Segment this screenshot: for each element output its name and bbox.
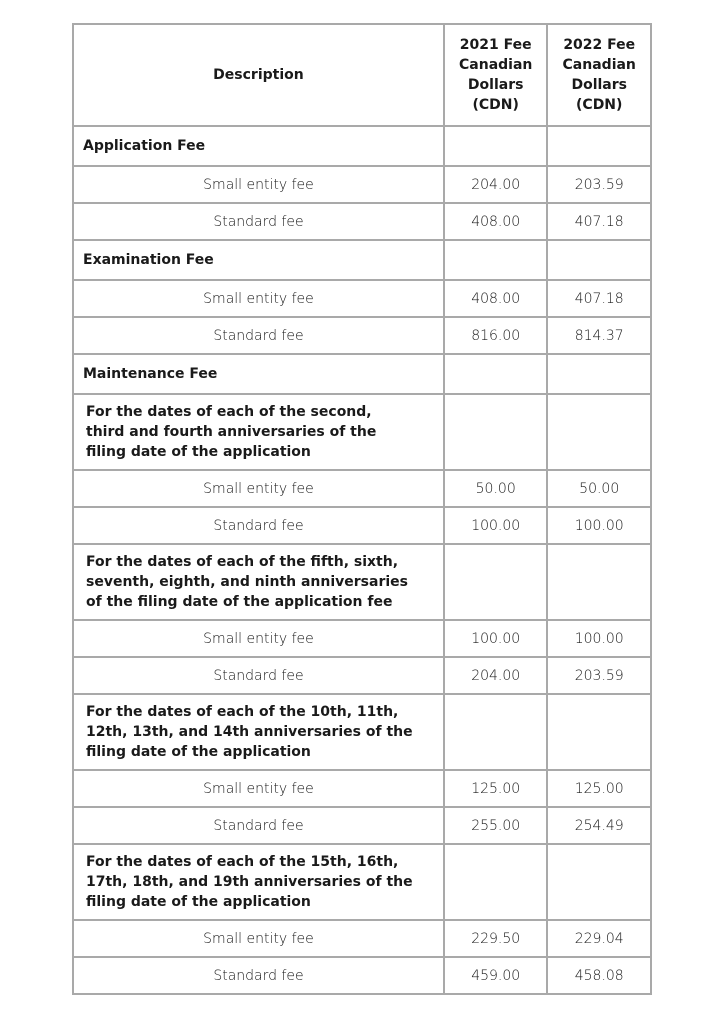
empty-cell	[444, 240, 548, 280]
application-fee-section-row	[73, 126, 651, 166]
fee-2021-value: 408.00	[444, 280, 548, 317]
maintenance-fee-section-title: Maintenance Fee	[73, 354, 444, 394]
header-2021-line: (CDN)	[472, 97, 519, 113]
fee-row	[73, 957, 651, 994]
fee-label: Standard fee	[73, 657, 444, 694]
header-description: Description	[73, 24, 444, 126]
empty-cell	[547, 240, 651, 280]
anniversary-description-line: filing date of the application	[86, 894, 311, 910]
anniversary-description-line: filing date of the application	[86, 744, 311, 760]
anniversary-description-line: For the dates of each of the second,	[86, 404, 372, 420]
header-2021-fee	[444, 24, 548, 126]
fee-row	[73, 166, 651, 203]
empty-cell	[444, 694, 548, 770]
empty-cell	[444, 354, 548, 394]
anniversary-description-line: For the dates of each of the 15th, 16th,	[86, 854, 399, 870]
maintenance-fee-section-row	[73, 354, 651, 394]
header-2021-line: 2021 Fee	[459, 37, 532, 53]
header-2022-line: Canadian	[562, 57, 636, 73]
anniversary-description	[73, 544, 444, 620]
fee-2022-value: 125.00	[547, 770, 651, 807]
anniversary-group-row	[73, 394, 651, 470]
fee-2021-value: 125.00	[444, 770, 548, 807]
fee-row	[73, 620, 651, 657]
fee-label: Small entity fee	[73, 470, 444, 507]
fee-2022-value: 814.37	[547, 317, 651, 354]
empty-cell	[547, 394, 651, 470]
empty-cell	[547, 544, 651, 620]
fee-2021-value: 459.00	[444, 957, 548, 994]
fee-row	[73, 203, 651, 240]
fee-label: Small entity fee	[73, 770, 444, 807]
anniversary-description-line: of the filing date of the application fee	[86, 594, 393, 610]
header-2022-line: Dollars	[571, 77, 627, 93]
fee-2022-value: 203.59	[547, 166, 651, 203]
fee-label: Standard fee	[73, 203, 444, 240]
empty-cell	[547, 844, 651, 920]
fee-table-body	[73, 24, 651, 994]
fee-row	[73, 470, 651, 507]
fee-2022-value: 407.18	[547, 203, 651, 240]
fee-row	[73, 770, 651, 807]
fee-row	[73, 317, 651, 354]
fee-label: Small entity fee	[73, 166, 444, 203]
empty-cell	[547, 354, 651, 394]
anniversary-description-line: filing date of the application	[86, 444, 311, 460]
application-fee-section-title: Application Fee	[73, 126, 444, 166]
fee-2022-value: 458.08	[547, 957, 651, 994]
fee-label: Small entity fee	[73, 620, 444, 657]
fee-label: Small entity fee	[73, 280, 444, 317]
fee-2021-value: 100.00	[444, 507, 548, 544]
fee-label: Small entity fee	[73, 920, 444, 957]
fee-2021-value: 408.00	[444, 203, 548, 240]
empty-cell	[444, 544, 548, 620]
fee-2021-value: 204.00	[444, 166, 548, 203]
header-2021-line: Canadian	[459, 57, 533, 73]
fee-2022-value: 229.04	[547, 920, 651, 957]
header-2022-fee	[547, 24, 651, 126]
anniversary-description-line: seventh, eighth, and ninth anniversaries	[86, 574, 408, 590]
fee-2022-value: 254.49	[547, 807, 651, 844]
fee-row	[73, 657, 651, 694]
fee-label: Standard fee	[73, 507, 444, 544]
header-2022-line: (CDN)	[576, 97, 623, 113]
fee-2021-value: 100.00	[444, 620, 548, 657]
anniversary-description-line: For the dates of each of the fifth, sixth,	[86, 554, 399, 570]
anniversary-group-row	[73, 544, 651, 620]
fee-2021-value: 229.50	[444, 920, 548, 957]
examination-fee-section-title: Examination Fee	[73, 240, 444, 280]
anniversary-description-line: third and fourth anniversaries of the	[86, 424, 377, 440]
header-2021-line: Dollars	[467, 77, 524, 93]
anniversary-description	[73, 694, 444, 770]
fee-2021-value: 50.00	[444, 470, 548, 507]
fee-2022-value: 100.00	[547, 620, 651, 657]
empty-cell	[444, 844, 548, 920]
anniversary-description	[73, 844, 444, 920]
anniversary-description-line: 17th, 18th, and 19th anniversaries of the	[86, 874, 413, 890]
fee-row	[73, 920, 651, 957]
anniversary-group-row	[73, 694, 651, 770]
fee-row	[73, 280, 651, 317]
fee-label: Standard fee	[73, 317, 444, 354]
fee-row	[73, 807, 651, 844]
empty-cell	[547, 694, 651, 770]
empty-cell	[547, 126, 651, 166]
fee-2021-value: 255.00	[444, 807, 548, 844]
fee-2022-value: 100.00	[547, 507, 651, 544]
fee-2022-value: 407.18	[547, 280, 651, 317]
fee-2022-value: 50.00	[547, 470, 651, 507]
fee-2022-value: 203.59	[547, 657, 651, 694]
anniversary-description	[73, 394, 444, 470]
empty-cell	[444, 126, 548, 166]
fee-2021-value: 204.00	[444, 657, 548, 694]
fee-label: Standard fee	[73, 807, 444, 844]
anniversary-description-line: For the dates of each of the 10th, 11th,	[86, 704, 399, 720]
fee-row	[73, 507, 651, 544]
fee-label: Standard fee	[73, 957, 444, 994]
header-2022-line: 2022 Fee	[563, 37, 636, 53]
empty-cell	[444, 394, 548, 470]
anniversary-group-row	[73, 844, 651, 920]
fee-2021-value: 816.00	[444, 317, 548, 354]
fee-table	[72, 23, 652, 995]
examination-fee-section-row	[73, 240, 651, 280]
header-row	[73, 24, 651, 126]
anniversary-description-line: 12th, 13th, and 14th anniversaries of the	[86, 724, 413, 740]
